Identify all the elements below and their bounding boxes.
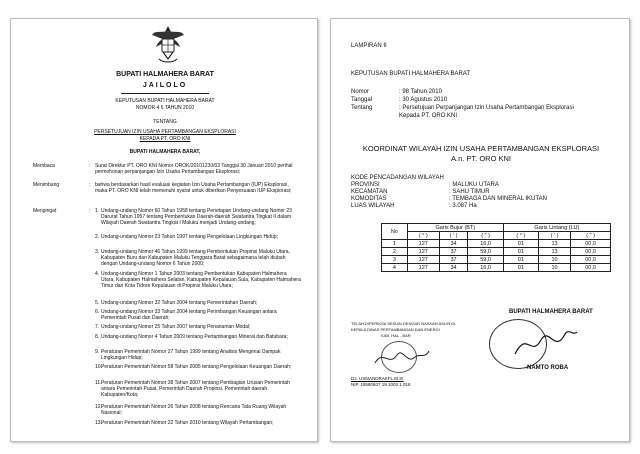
list-item-number: 3. xyxy=(95,249,100,255)
issuer: BUPATI HALMAHERA BARAT, xyxy=(129,149,201,155)
table-cell: 00,0 xyxy=(571,240,611,248)
list-item-number: 4. xyxy=(95,271,100,277)
table-row xyxy=(382,248,611,256)
decree-number: NOMOR 4 5 TAHUN 2010 xyxy=(135,105,195,111)
list-item: Undang-undang Nomor 46 Tahun 1999 tentang Pembentukan Propinsi Maluku Utara, Kabupaten Buru dan Kabupaten Maluku Tenggara Barat sebagaimana telah diubah dengan Undang-undang Nomor 6 Tahun 2000; xyxy=(101,249,290,267)
verification-stamp xyxy=(351,321,456,389)
garuda-emblem-icon xyxy=(151,23,185,67)
regent-title: BUPATI HALMAHERA BARAT xyxy=(116,71,214,78)
appendix-decree-title: KEPUTUSAN BUPATI HALMAHERA BARAT xyxy=(351,71,471,77)
list-item-number: 6. xyxy=(95,309,100,315)
table-cell: 01 xyxy=(503,256,538,264)
membaca-text: Surat Direktur PT. ORO KNI Nomor OROK/20101230/03 Tanggal 30 Januari 2010 perihal permohonan perpanjangan Izin Usaha Pertambangan Eksplorasi; xyxy=(95,163,293,176)
table-cell: 37 xyxy=(439,248,468,256)
detail-value-komoditas: : TEMBAGA DAN MINERAL IKUTAN xyxy=(449,196,547,202)
kode-label: KODE PENCADANGAN WILAYAH xyxy=(351,175,444,181)
table-cell: 00,0 xyxy=(571,264,611,272)
table-subheader: ( ' ) xyxy=(538,232,570,240)
mengingat-label: Mengingat xyxy=(33,208,57,214)
list-item-number: 9. xyxy=(95,349,100,355)
table-cell: 34 xyxy=(439,264,468,272)
table-cell: 4 xyxy=(382,264,408,272)
table-cell: 16,0 xyxy=(468,264,503,272)
decree-page: BUPATI HALMAHERA BARAT JAILOLO KEPUTUSAN BUPATI HALMAHERA BARAT NOMOR 4 5 TAHUN 2010 TENTANG PERSETUJUAN IZIN USAHA PERTAMBANGAN EKSPLORASI KEPADA PT. ORO KNI BUPATI HALMAHERA BARAT, Membaca : Surat Direktur PT. ORO KNI Nomor OROK/20101230/03 Tanggal 30 Januari 2010 perihal permohonan perpanjangan Izin Usaha Pertambangan Eksplorasi; Menimbang : bahwa berdasarkan hasil evaluasi kegiatan Izin Usaha Pertambangan (IUP) Eksplorasi, maka PT. ORO KNI telah memenuhi syarat untuk diberikan Penyesuaian IUP Eksplorasi; Mengingat : 1. Undang-undang Nomor 60 Tahun 1958 tentang Penetapan Undang-undang Nomor 23 Darurat Tahun 1957 tentang Pembentukan Daerah-daerah Swatantra Tingkat II dalam Wilayah Daerah Swatantra Tingkat I Maluku menjadi Undang-undang; 2. Undang-undang Nomor 23 Tahun 1997 tentang Pengelolaan Lingkungan Hidup; 3. Undang-undang Nomor 46 Tahun 1999 tentang Pembentukan Propinsi Maluku Utara, Kabupaten Buru dan Kabupaten Maluku Tenggara Barat sebagaimana telah diubah dengan Undang-undang Nomor 6 Tahun 2000; 4. Undang-undang Nomor 1 Tahun 2003 tentang Pembentukan Kabupaten Halmahera Utara, Kabupaten Halmahera Selatan, Kabupaten Kepulauan Sula, Kabupaten Halmahera Timur dan Kota Tidore Kepulauan di Propinsi Maluku Utara; 5. Undang-undang Nomor 32 Tahun 2004 tentang Pemerintahan Daerah; 6. Undang-undang Nomor 33 Tahun 2004 tentang Perimbangan Keuangan antara Pemerintah Pusat dan Daerah; 7. Undang-undang Nomor 25 Tahun 2007 tentang Penanaman Modal; 8. Undang-undang Nomor 4 Tahun 2009 tentang Pertambangan Mineral dan Batubara; 9. Peraturan Pemerintah Nomor 27 Tahun 1999 tentang Analisis Mengenai Dampak Lingkungan Hidup; 10. Peraturan Pemerintah Nomor 58 Tahun 2005 tentang Pengelolaan Keuangan Daerah; 11. Peraturan Pemerintah Nomor 38 Tahun 2007 tentang Pembagian Urusan Pemerintah antara Pemerintah Pusat, Pemerintah Daerah Propinsi, Pemerintah daerah Kabupaten/Kota; 12. Peraturan Pemerintah Nomor 26 Tahun 2008 tentang Rencana Tata Ruang Wilayah Nasional; 13. Peraturan Pemerintah Nomor 22 Tahun 2010 tentang Wilayah Pertambangan; xyxy=(10,18,318,442)
city-name: JAILOLO xyxy=(142,82,188,89)
table-row xyxy=(382,240,611,248)
table-cell: 127 xyxy=(407,248,439,256)
table-cell: 59,0 xyxy=(468,256,503,264)
table-cell: 01 xyxy=(503,264,538,272)
list-item-number: 12. xyxy=(95,404,102,410)
table-header-lintang: Garis Lintang (LU) xyxy=(503,224,610,232)
stamp-signer: DJ. USMANDRAKFL.M.SI xyxy=(351,376,404,381)
list-item-number: 1. xyxy=(95,208,100,214)
lampiran-label: LAMPIRAN II xyxy=(351,43,387,49)
detail-label-komoditas: KOMODITAS xyxy=(351,196,387,202)
table-cell: 59,0 xyxy=(468,248,503,256)
coordinates-table xyxy=(381,223,611,272)
table-cell: 13 xyxy=(538,248,570,256)
table-cell: 10 xyxy=(538,256,570,264)
list-item: Undang-undang Nomor 32 Tahun 2004 tentang Pemerintahan Daerah; xyxy=(101,300,258,306)
detail-label-provinsi: PROVINSI xyxy=(351,182,380,188)
meta-value-tentang-cont: Kepada PT. ORO KNI xyxy=(399,113,458,119)
list-item: Peraturan Pemerintah Nomor 22 Tahun 2010 tentang Wilayah Pertambangan; xyxy=(101,420,274,426)
meta-value-tentang: : Persetujuan Perpanjangan Izin Usaha Pertambangan Eksplorasi xyxy=(399,105,574,111)
menimbang-label: Menimbang xyxy=(33,182,60,188)
table-cell: 127 xyxy=(407,256,439,264)
list-item-number: 7. xyxy=(95,324,100,330)
list-item-number: 13. xyxy=(95,420,102,426)
decree-title: KEPUTUSAN BUPATI HALMAHERA BARAT xyxy=(115,98,215,104)
subject-line-2: KEPADA PT. ORO KNI xyxy=(139,136,191,142)
about-label: TENTANG xyxy=(153,119,177,125)
table-cell: 00,0 xyxy=(571,256,611,264)
signer-name: NAMTO ROBA xyxy=(527,365,569,371)
menimbang-text: bahwa berdasarkan hasil evaluasi kegiatan Izin Usaha Pertambangan (IUP) Eksplorasi, maka PT. ORO KNI telah memenuhi syarat untuk diberikan Penyesuaian IUP Eksplorasi; xyxy=(95,182,292,195)
meta-value-tanggal: : 30 Agustus 2010 xyxy=(399,97,448,103)
signature-icon xyxy=(371,345,431,371)
table-subheader: ( ° ) xyxy=(407,232,439,240)
table-cell: 10 xyxy=(538,264,570,272)
list-item-number: 11. xyxy=(95,380,102,386)
meta-label-tentang: Tentang xyxy=(351,105,373,111)
table-cell: 2 xyxy=(382,248,408,256)
table-subheader: ( " ) xyxy=(468,232,503,240)
stamp-nip: NIP. 19580607 19 1003 1 018 xyxy=(351,382,411,387)
table-cell: 3 xyxy=(382,256,408,264)
list-item: Undang-undang Nomor 25 Tahun 2007 tentang Penanaman Modal; xyxy=(101,324,251,330)
regent-signature-icon xyxy=(509,324,579,364)
meta-label-tanggal: Tanggal xyxy=(351,97,373,103)
table-cell: 127 xyxy=(407,240,439,248)
table-cell: 01 xyxy=(503,248,538,256)
list-item: Undang-undang Nomor 1 Tahun 2003 tentang Pembentukan Kabupaten Halmahera Utara, Kabupaten Halmahera Selatan, Kabupaten Kepulauan Sula, Kabupaten Halmahera Timur dan Kota Tidore Kepulauan di Propinsi Maluku Utara; xyxy=(101,271,301,289)
table-subheader: ( " ) xyxy=(571,232,611,240)
list-item: Undang-undang Nomor 4 Tahun 2009 tentang Pertambangan Mineral dan Batubara; xyxy=(101,334,288,340)
meta-value-nomor: : 98 Tahun 2010 xyxy=(399,89,442,95)
signer-title: BUPATI HALMAHERA BARAT xyxy=(509,309,593,315)
membaca-label: Membaca xyxy=(33,163,55,169)
list-item: Undang-undang Nomor 23 Tahun 1997 tentang Pengelolaan Lingkungan Hidup; xyxy=(101,234,278,240)
table-cell: 01 xyxy=(503,240,538,248)
table-cell: 00,0 xyxy=(571,248,611,256)
company-heading: A.n. PT. ORO KNI xyxy=(450,154,511,163)
stamp-line: KAB. HAL - BAR xyxy=(381,333,411,338)
stamp-line: TELAH DIPERIKSA SESUAI DENGAN NASKAH ASLINYA xyxy=(351,321,456,326)
detail-label-kecamatan: KECAMATAN xyxy=(351,189,388,195)
detail-label-luas: LUAS WILAYAH xyxy=(351,203,395,209)
meta-label-nomor: Nomor xyxy=(351,89,370,95)
detail-value-kecamatan: : SAHU TIMUR xyxy=(449,189,490,195)
list-item: Undang-undang Nomor 60 Tahun 1958 tentang Penetapan Undang-undang Nomor 23 Darurat Tahun 1957 tentang Pembentukan Daerah-daerah Swatantra Tingkat II dalam Wilayah Daerah Swatantra Tingkat I Maluku menjadi Undang-undang; xyxy=(101,208,292,226)
stamp-line: KEPALA DINAS PERTAMBANGAN DAN ENERGI xyxy=(351,327,440,332)
list-item: Peraturan Pemerintah Nomor 27 Tahun 1999 tentang Analisis Mengenai Dampak Lingkungan Hidup; xyxy=(101,349,281,361)
table-header-no: No xyxy=(382,224,408,240)
detail-value-provinsi: : MALUKU UTARA xyxy=(449,182,499,188)
header-divider xyxy=(121,93,209,94)
table-cell: 1 xyxy=(382,240,408,248)
coordinates-heading: KOORDINAT WILAYAH IZIN USAHA PERTAMBANGAN EKSPLORASI xyxy=(362,144,600,153)
table-cell: 13 xyxy=(538,240,570,248)
table-cell: 16,0 xyxy=(468,240,503,248)
table-header-bujur: Garis Bujur (BT) xyxy=(407,224,503,232)
appendix-page xyxy=(330,18,630,442)
list-item-number: 2. xyxy=(95,234,100,240)
table-cell: 37 xyxy=(439,256,468,264)
table-row xyxy=(382,264,611,272)
list-item-number: 8. xyxy=(95,334,100,340)
list-item-number: 10. xyxy=(95,364,102,370)
list-item: Peraturan Pemerintah Nomor 58 Tahun 2005 tentang Pengelolaan Keuangan Daerah; xyxy=(101,364,292,370)
list-item: Peraturan Pemerintah Nomor 38 Tahun 2007 tentang Pembagian Urusan Pemerintah antara Pemerintah Pusat, Pemerintah Daerah Propinsi, Pemerintah daerah Kabupaten/Kota; xyxy=(101,380,290,398)
detail-value-luas: : 3.087 Ha xyxy=(449,203,477,209)
table-cell: 127 xyxy=(407,264,439,272)
table-subheader: ( ° ) xyxy=(503,232,538,240)
table-row xyxy=(382,256,611,264)
table-subheader: ( ' ) xyxy=(439,232,468,240)
table-cell: 34 xyxy=(439,240,468,248)
list-item-number: 5. xyxy=(95,300,100,306)
list-item: Peraturan Pemerintah Nomor 26 Tahun 2008 tentang Rencana Tata Ruang Wilayah Nasional; xyxy=(101,404,287,416)
subject-line-1: PERSETUJUAN IZIN USAHA PERTAMBANGAN EKSPLORASI xyxy=(94,129,236,135)
list-item: Undang-undang Nomor 33 Tahun 2004 tentang Perimbangan Keuangan antara Pemerintah Pusat dan Daerah; xyxy=(101,309,277,321)
